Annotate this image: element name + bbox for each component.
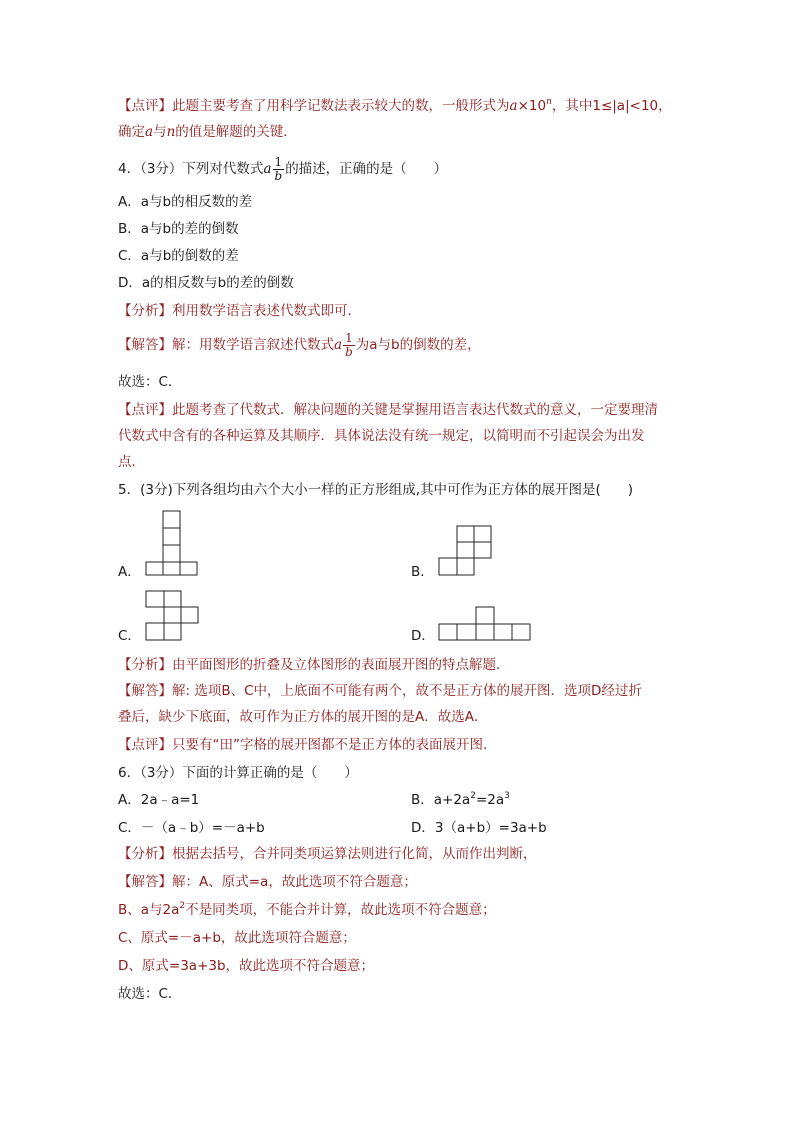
text: 与 — [153, 124, 167, 140]
exponent: 2 — [179, 901, 186, 911]
q5-option-d-net — [438, 606, 532, 642]
var-a: a — [145, 124, 154, 140]
frac-den: b — [345, 344, 353, 359]
dianping-text: 此题考查了代数式．解决问题的关键是掌握用语言表达代数式的意义，一定要理清 — [172, 402, 658, 418]
dianping-text: 此题主要考查了用科学记数法表示较大的数，一般形式为 — [172, 98, 510, 114]
dianping-tag: 【点评】 — [118, 402, 172, 418]
q5-option-c-net — [145, 590, 203, 642]
var-n: n — [166, 124, 176, 140]
exponent: 2 — [470, 791, 476, 801]
q4-stem — [118, 155, 447, 183]
jieda-post: 为a与b的倒数的差， — [355, 337, 481, 353]
q5-option-a-net — [145, 510, 201, 576]
frac-num: 1 — [273, 156, 285, 170]
q4-dianping-line2: 代数式中含有的各种运算及其顺序．具体说法没有统一规定，以简明而不引起误会为出发 — [118, 428, 645, 444]
q5-option-b-label: B． — [411, 564, 434, 580]
q6-jieda-line1 — [118, 873, 417, 891]
expr-fraction — [273, 156, 285, 183]
jieda-tag: 【解答】 — [118, 874, 172, 890]
q5-dianping — [118, 736, 497, 754]
q5-option-c-label: C． — [118, 628, 141, 644]
fenxi-text: 利用数学语言表述代数式即可． — [172, 303, 361, 319]
jieda-text: 解：A、原式=a，故此选项不符合题意； — [172, 874, 417, 890]
jieda-text: 解: 选项B、C中，上底面不可能有两个，故不是正方体的展开图．选项D经过折 — [172, 683, 642, 699]
expr-a: a — [334, 337, 343, 353]
q4-option-a: A．a与b的相反数的差 — [118, 194, 253, 210]
text: 确定 — [118, 124, 145, 140]
fenxi-tag: 【分析】 — [118, 657, 172, 673]
opt-b-text: =2a — [475, 792, 505, 808]
dianping-tag: 【点评】 — [118, 737, 172, 753]
frac-den: b — [274, 168, 283, 183]
q6-stem: 6．（3分）下面的计算正确的是（ ） — [118, 765, 358, 781]
jieda-text: 不是同类项，不能合并计算，故此选项不符合题意； — [185, 902, 496, 918]
formula-a: a — [509, 98, 518, 114]
q5-option-d-label: D． — [411, 628, 435, 644]
fenxi-tag: 【分析】 — [118, 846, 172, 862]
q5-jieda-line2: 叠后，缺少下底面，故可作为正方体的展开图的是A．故选A． — [118, 709, 488, 725]
q4-option-c: C．a与b的倒数的差 — [118, 248, 239, 264]
text: 的值是解题的关键． — [175, 124, 297, 140]
q4-dianping-line1 — [118, 401, 658, 419]
inequality: 1≤|a|<10， — [592, 98, 672, 114]
jieda-tag: 【解答】 — [118, 337, 172, 353]
q6-option-a: A．2a﹣a=1 — [118, 792, 200, 808]
q5-option-a-label: A． — [118, 564, 141, 580]
q4-jieda — [118, 331, 481, 359]
formula-times-ten: ×10 — [517, 98, 547, 114]
fenxi-text: 由平面图形的折叠及立体图形的表面展开图的特点解题． — [172, 657, 510, 673]
q6-option-b — [411, 791, 510, 809]
opt-b-text: B．a+2a — [411, 792, 471, 808]
dianping-text: 只要有“田”字格的展开图都不是正方体的表面展开图． — [172, 737, 497, 753]
dianping-top-line1 — [118, 97, 672, 115]
formula-exponent: n — [546, 97, 552, 107]
q4-stem-post: 的描述，正确的是（ ） — [285, 161, 448, 177]
dianping-top-line2 — [118, 123, 297, 141]
fenxi-tag: 【分析】 — [118, 303, 172, 319]
q4-dianping-line3: 点． — [118, 454, 145, 470]
q6-jieda-line4: D、原式=3a+3b，故此选项不符合题意； — [118, 958, 375, 974]
q4-answer: 故选：C． — [118, 374, 182, 390]
dianping-mid: ，其中 — [551, 98, 593, 114]
fenxi-text: 根据去括号，合并同类项运算法则进行化简，从而作出判断， — [172, 846, 537, 862]
dianping-tag: 【点评】 — [118, 98, 172, 114]
expr-a: a — [263, 161, 272, 177]
q4-option-d: D．a的相反数与b的差的倒数 — [118, 275, 294, 291]
q6-option-d: D．3（a+b）=3a+b — [411, 820, 547, 836]
q6-answer: 故选：C． — [118, 986, 182, 1002]
frac-num: 1 — [343, 332, 355, 346]
exponent: 3 — [504, 791, 510, 801]
expr-fraction — [343, 332, 355, 359]
q5-option-b-net — [438, 525, 496, 577]
jieda-tag: 【解答】 — [118, 683, 172, 699]
q5-jieda-line1 — [118, 682, 642, 700]
q6-fenxi — [118, 845, 537, 863]
q5-fenxi — [118, 656, 510, 674]
q5-stem: 5．(3分)下列各组均由六个大小一样的正方形组成,其中可作为正方体的展开图是( ) — [118, 482, 634, 498]
q6-option-c: C．－（a﹣b）=－a+b — [118, 820, 265, 836]
q4-option-b: B．a与b的差的倒数 — [118, 221, 239, 237]
jieda-pre: 解：用数学语言叙述代数式 — [172, 337, 334, 353]
q4-fenxi — [118, 302, 361, 320]
q6-jieda-line3: C、原式=－a+b，故此选项符合题意； — [118, 930, 356, 946]
q4-stem-pre: 4．（3分）下列对代数式 — [118, 161, 264, 177]
jieda-text: B、a与2a — [118, 902, 180, 918]
q6-jieda-line2 — [118, 901, 496, 919]
